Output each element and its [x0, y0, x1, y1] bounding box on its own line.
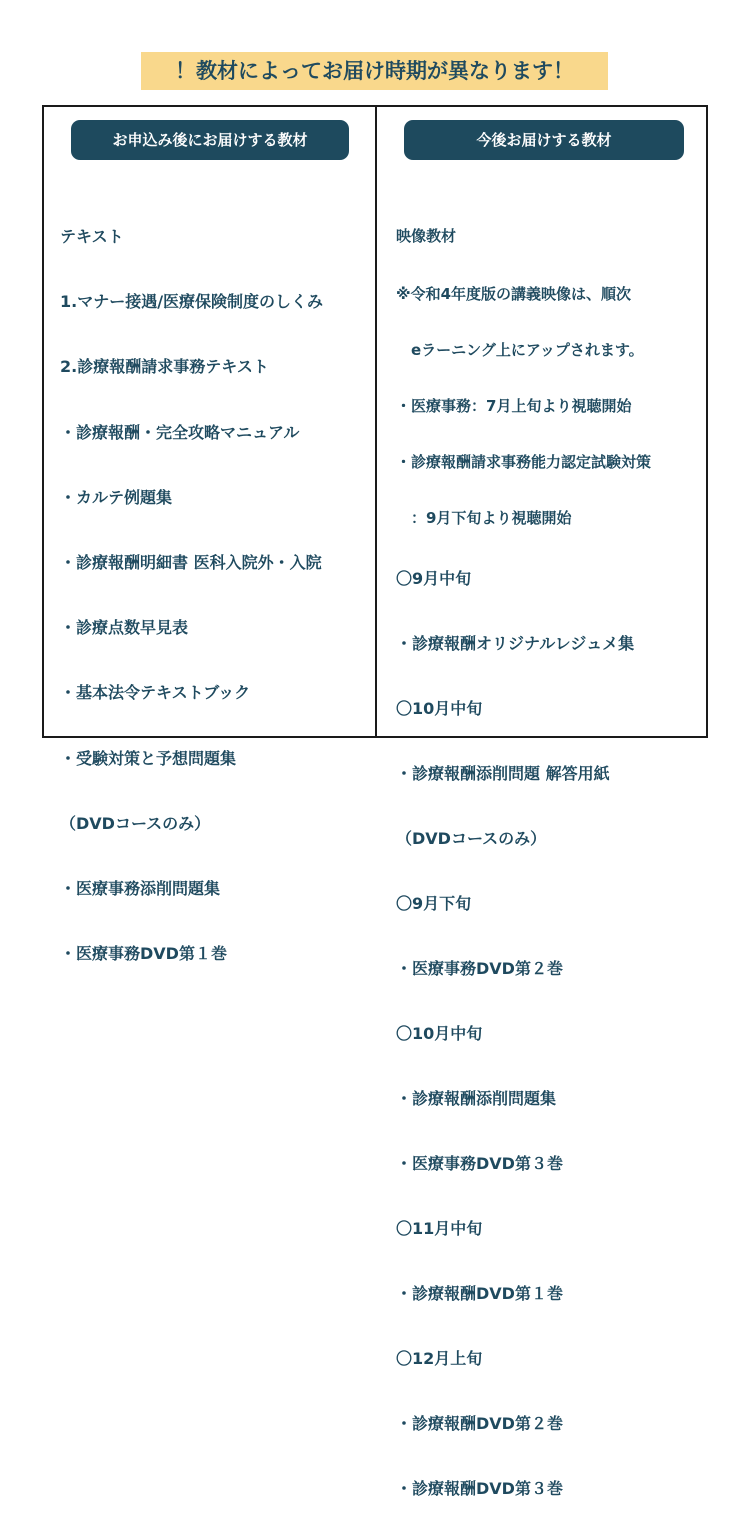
video-materials-heading: 映像教材 [396, 227, 457, 245]
list-item: ・受験対策と予想問題集 [60, 748, 237, 768]
list-item: ・診療報酬DVD第２巻 [396, 1414, 563, 1433]
list-item: ・医療事務DVD第２巻 [396, 959, 563, 978]
right-column-header: 今後お届けする教材 [404, 120, 684, 160]
left-column-header: お申込み後にお届けする教材 [71, 120, 349, 160]
list-item: ・カルテ例題集 [60, 487, 173, 507]
list-item: （DVDコースのみ） [60, 813, 211, 833]
list-item: ・診療報酬・完全攻略マニュアル [60, 422, 300, 442]
list-item: 〇9月中旬 [396, 569, 472, 588]
list-item: 〇12月上旬 [396, 1349, 483, 1368]
list-item: 〇9月下旬 [396, 894, 472, 913]
list-item: 〇10月中旬 [396, 1024, 483, 1043]
delivery-notice-banner: ！教材によってお届け時期が異なります！ [141, 52, 608, 90]
list-item: ・診療報酬添削問題 解答用紙 [396, 764, 610, 783]
video-note: eラーニング上にアップされます。 [396, 341, 644, 359]
video-schedule-item: ・医療事務：7月上旬より視聴開始 [396, 397, 632, 415]
list-item: ・診療点数早見表 [60, 618, 189, 638]
list-item: ・医療事務添削問題集 [60, 878, 221, 898]
immediate-materials-list [60, 185, 372, 1005]
list-item: 〇11月中旬 [396, 1219, 483, 1238]
list-item: 2.診療報酬請求事務テキスト [60, 357, 269, 377]
video-schedule-item: ：9月下旬より視聴開始 [396, 509, 572, 527]
video-schedule-item: ・診療報酬請求事務能力認定試験対策 [396, 453, 652, 471]
list-item: ・診療報酬オリジナルレジュメ集 [396, 634, 635, 653]
video-note: ※令和4年度版の講義映像は、順次 [396, 285, 632, 303]
list-item: テキスト [60, 227, 124, 246]
list-item: （DVDコースのみ） [396, 829, 547, 848]
list-item: ・基本法令テキストブック [60, 683, 251, 703]
list-item: ・診療報酬明細書 医科入院外・入院 [60, 552, 322, 572]
list-item: ・医療事務DVD第１巻 [60, 944, 227, 964]
materials-table [42, 105, 708, 1498]
list-item: ・診療報酬DVD第３巻 [396, 1479, 563, 1498]
column-divider [375, 107, 377, 736]
list-item: 〇10月中旬 [396, 699, 483, 718]
future-materials-list [396, 187, 702, 1540]
list-item: ・医療事務DVD第３巻 [396, 1154, 563, 1173]
list-item: ・診療報酬添削問題集 [396, 1089, 557, 1108]
list-item: ・診療報酬DVD第１巻 [396, 1284, 563, 1303]
list-item: 1.マナー接遇/医療保険制度のしくみ [60, 292, 324, 312]
